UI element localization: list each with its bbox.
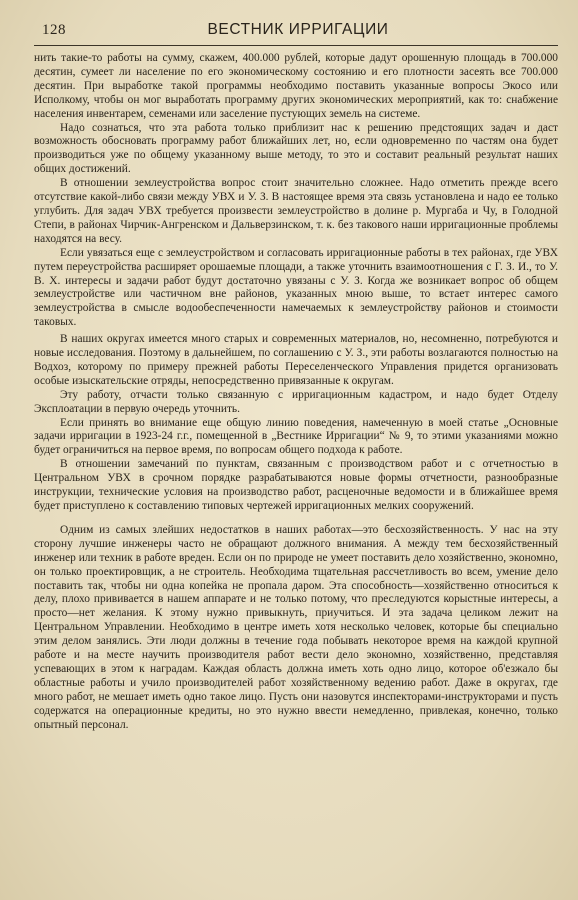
paragraph-4: Если увязаться еще с землеустройством и согласовать ирригационные работы в тех районах, где УВХ путем переустройства расширяет орошаемые площади, а также уточнить взаимоотношения с Г. З. И., то У. В. Х. интересы и задачи работ будут достаточно увязаны с У. З. Когда же возникает вопрос об общем землеустройстве или частичном вне районов, указанных мною выше, то встает интерес самого землеустройства в смысле водообеспеченности намечаемых к землеустройству районов и стоимости таковых. [34,246,558,329]
article-body [34,52,558,733]
paragraph-7: Если принять во внимание еще общую линию поведения, намеченную в моей статье „Основные задачи ирригации в 1923-24 г.г., помещенной в „Вестнике Ирригации“ № 9, то этими указаниями можно будет ограничиться на первое время, по вопросам общего подхода к работе. [34,416,558,457]
journal-title: ВЕСТНИК ИРРИГАЦИИ [207,21,389,38]
paragraph-3: В отношении землеустройства вопрос стоит значительно сложнее. Надо отметить прежде всего отсутствие какой-либо связи между УВХ и У. З. В настоящее время эта связь установлена и надо ее только углубить. Для задач УВХ требуется произвести землеустройство в долине р. Мургаба и Чу, в Голодной Степи, в районах Чирчик-Ангренском и Дальверзинском, т. к. без такового наши ирригационные проблемы находятся на весу. [34,177,558,245]
paragraph-5: В наших округах имеется много старых и современных материалов, но, несомненно, потребуются и новые исследования. Поэтому в дальнейшем, по соглашению с У. З., эти работы возлагаются полностью на Водхоз, которому по примеру прежней работы Переселенческого Управления придется организовать особые изыскательские отряды, непосредственно привязанные к округам. [34,333,558,387]
page-number: 128 [42,22,66,38]
paragraph-9: Одним из самых злейших недостатков в наших работах—это бесхозяйственность. У нас на эту сторону лучшие инженеры часто не обращают должного внимания. А между тем бесхозяйственный инженер или техник в работе вреден. Если он по природе не умеет поставить дело хозяйственно, экономно, он только проектировщик, а не строитель. Необходима тщательная рассчетливость во всем, умение дело поставить так, чтобы ни одна копейка не пропала даром. Эта способность—хозяйственно относиться к делу, плохо прививается в нашем аппарате и не только потому, что преследуются корыстные интересы, а просто—нет желания. К этому нужно привыкнуть, приучиться. И эта задача целиком лежит на Центральном Управлении. Необходимо в центре иметь хотя несколько человек, которые бы специально этим делом занялись. Эти люди должны в течение года побывать некоторое время на каждой крупной работе и на месте научить производителя работ вести дело экономно, хозяйственно, представляя успевающих в этом к наградам. Каждая область должна иметь хоть одно лицо, которое об'езжало бы областные работы и учило производителей работ хозяйственному ведению работ. Даже в округах, где много работ, не мешает иметь одно такое лицо. Пусть они назовутся инспекторами-инструкторами и пусть содержатся на операционные кредиты, но это нужно ввести немедленно, привлекая, конечно, только опытный персонал. [34,523,558,731]
paragraph-2: Надо сознаться, что эта работа только приблизит нас к решению предстоящих задач и даст возможность обосновать программу работ ближайших лет, но, если одновременно по частям она будет производиться уже по общему указанному выше методу, то это и составит реальный результат наших общих достижений. [34,121,558,176]
paragraph-8: В отношении замечаний по пунктам, связанным с производством работ и с отчетностью в Центральном УВХ в срочном порядке разрабатываются новые формы отчетности, разнообразные инструкции, технические условия на производство работ, расценочные ведомости и в ближайшее время будет приступлено к составлению типовых чертежей ирригационных мелких сооружений. [34,458,558,512]
page-header [38,20,558,46]
paragraph-1: нить такие-то работы на сумму, скажем, 400.000 рублей, которые дадут орошенную площадь в 700.000 десятин, сумеет ли население по его экономическому состоянию и его плотности засеять все 700.000 десятин. При выработке такой программы необходимо поставить указанные вопросы Экосо или Исполкому, чтобы он мог выработать программу других экономических мероприятий, как то: снабжение населения инвентарем, семенами или заселение пустующих земель на системе. [34,52,558,120]
header-rule [34,45,558,46]
paragraph-6: Эту работу, отчасти только связанную с ирригационным кадастром, и надо будет Отделу Эксплоатации в первую очередь уточнить. [34,388,558,415]
